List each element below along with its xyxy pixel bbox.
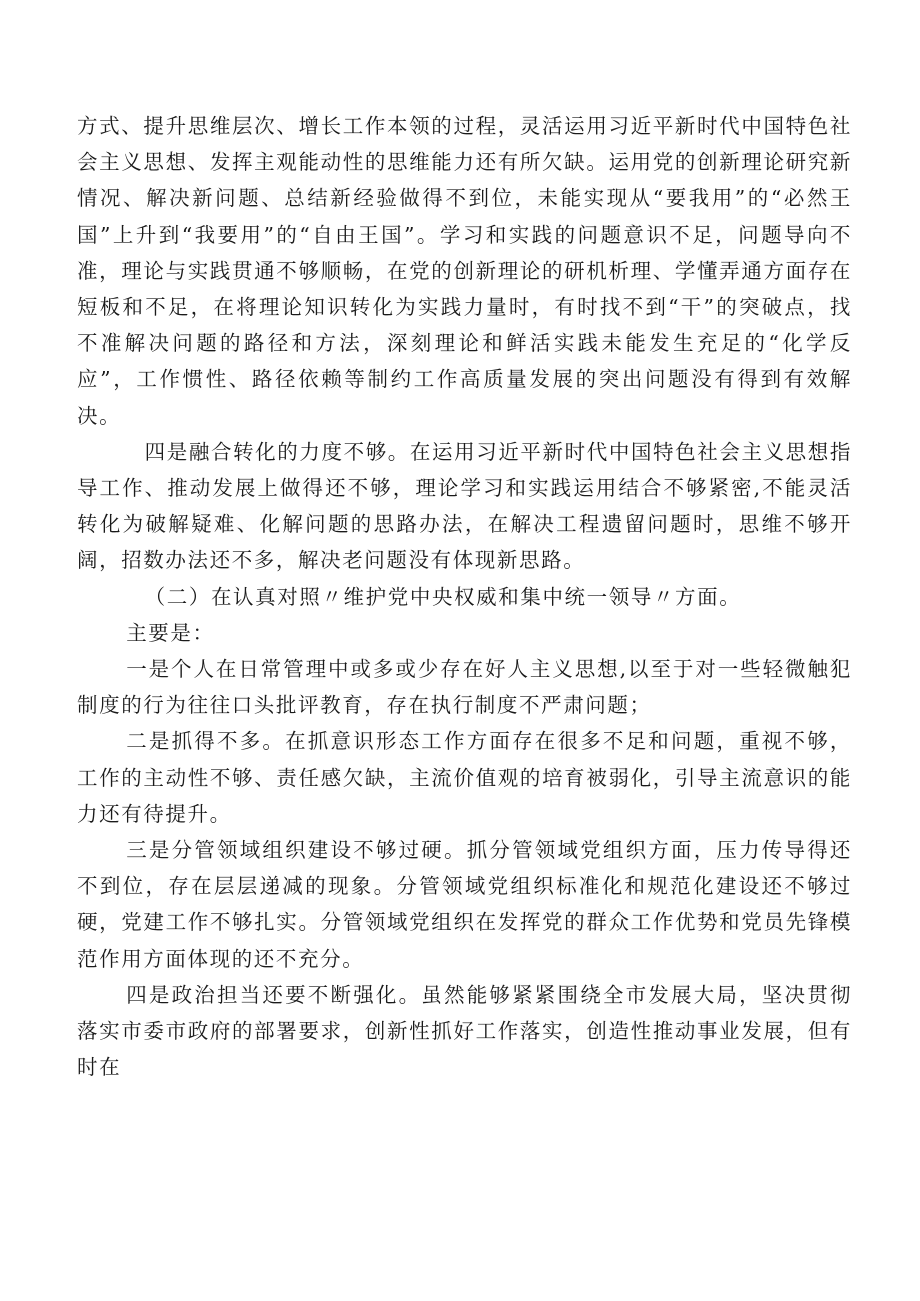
paragraph-continuation: 方式、提升思维层次、增长工作本领的过程，灵活运用习近平新时代中国特色社会主义思想、发挥主观能动性的思维能力还有所欠缺。运用党的创新理论研究新情况、解决新问题、总结新经验做得不到位，未能实现从“要我用”的“必然王国”上升到“我要用”的“自由王国”。学习和实践的问题意识不足，问题导向不准，理论与实践贯通不够顺畅，在党的创新理论的研机析理、学懂弄通方面存在短板和不足，在将理论知识转化为实践力量时，有时找不到“干”的突破点，找不准解决问题的路径和方法，深刻理论和鲜活实践未能发生充足的“化学反应”，工作惯性、路径依赖等制约工作高质量发展的突出问题没有得到有效解决。 <box>77 114 852 428</box>
section-heading-two: （二）在认真对照〃维护党中央权威和集中统一领导〃方面。 <box>144 584 742 609</box>
paragraph-point-one: 一是个人在日常管理中或多或少存在好人主义思想,以至于对一些轻微触犯制度的行为往往口头批评教育，存在执行制度不严肃问题； <box>77 657 852 718</box>
paragraph-point-three: 三是分管领域组织建设不够过硬。抓分管领域党组织方面，压力传导得还不到位，存在层层递减的现象。分管领域党组织标准化和规范化建设还不够过硬，党建工作不够扎实。分管领域党组织在发挥党的群众工作优势和党员先锋模范作用方面体现的还不充分。 <box>77 838 852 971</box>
paragraph-point-two: 二是抓得不多。在抓意识形态工作方面存在很多不足和问题，重视不够，工作的主动性不够、责任感欠缺，主流价值观的培育被弱化，引导主流意识的能力还有待提升。 <box>77 729 852 826</box>
paragraph-main-points-intro: 主要是： <box>126 620 215 645</box>
paragraph-point-four-political: 四是政治担当还要不断强化。虽然能够紧紧围绕全市发展大局，坚决贯彻落实市委市政府的部署要求，创新性抓好工作落实，创造性推动事业发展，但有时在 <box>77 982 852 1080</box>
document-body <box>77 108 852 1085</box>
paragraph-point-four-integration: 四是融合转化的力度不够。在运用习近平新时代中国特色社会主义思想指导工作、推动发展上做得还不够，理论学习和实践运用结合不够紧密,不能灵活转化为破解疑难、化解问题的思路办法，在解决工程遗留问题时，思维不够开阔，招数办法还不多，解决老问题没有体现新思路。 <box>77 439 852 573</box>
